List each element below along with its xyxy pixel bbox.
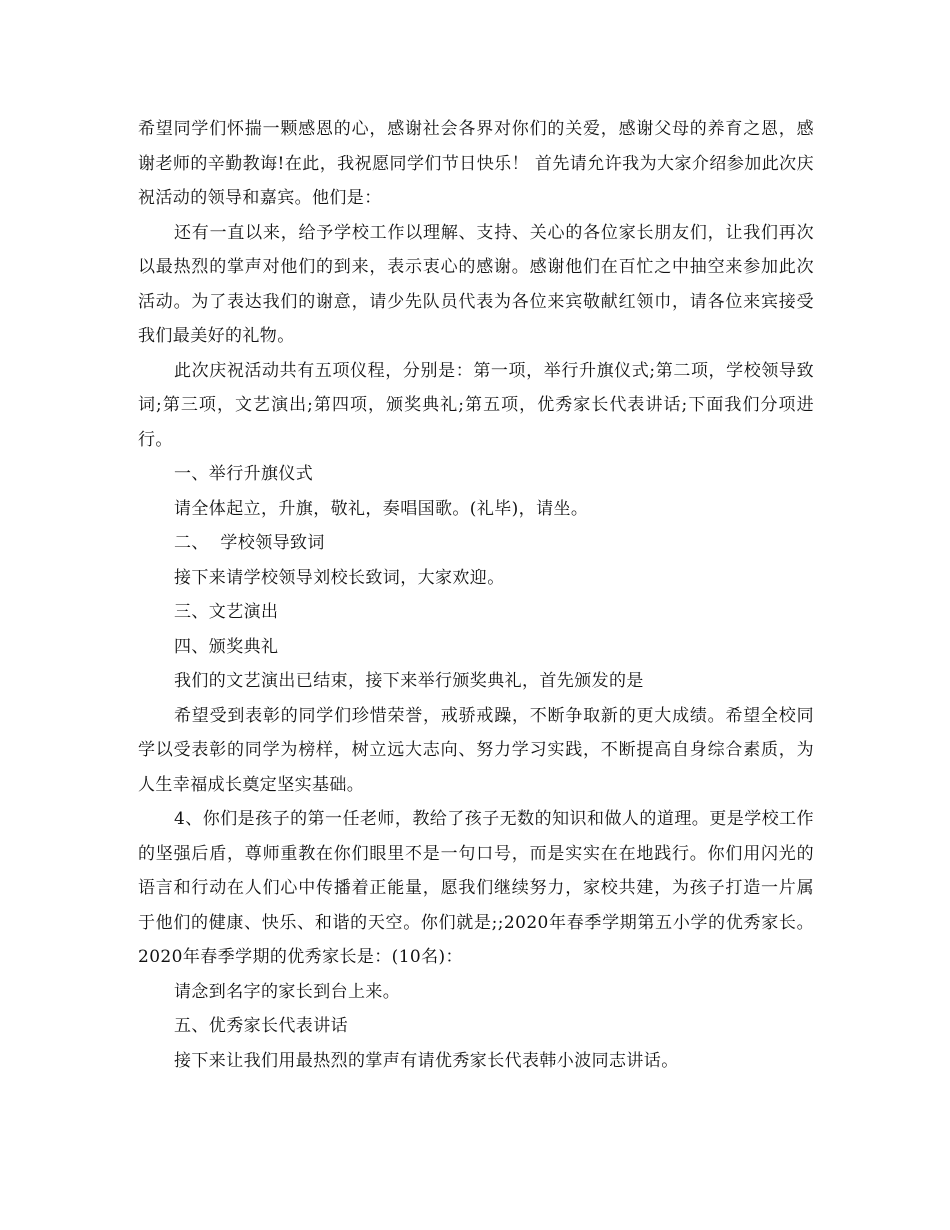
paragraph-3: 此次庆祝活动共有五项仪程，分别是：第一项，举行升旗仪式;第二项，学校领导致词;第三项，文艺演出;第四项，颁奖典礼;第五项，优秀家长代表讲话;下面我们分项进行。 [138, 360, 814, 450]
document-body [138, 112, 814, 1078]
paragraph-5: 接下来请学校领导刘校长致词，大家欢迎。 [174, 567, 505, 588]
section-heading-1: 一、举行升旗仪式 [174, 464, 314, 484]
paragraph-2: 还有一直以来，给予学校工作以理解、支持、关心的各位家长朋友们，让我们再次以最热烈的掌声对他们的到来，表示衷心的感谢。感谢他们在百忙之中抽空来参加此次活动。为了表达我们的谢意，请少先队员代表为各位来宾敬献红领巾，请各位来宾接受我们最美好的礼物。 [138, 222, 814, 346]
section-heading-5: 五、优秀家长代表讲话 [174, 1016, 348, 1036]
paragraph-7: 希望受到表彰的同学们珍惜荣誉，戒骄戒躁，不断争取新的更大成绩。希望全校同学以受表彰的同学为榜样，树立远大志向、努力学习实践，不断提高自身综合素质，为人生幸福成长奠定坚实基础。 [138, 705, 814, 795]
section-heading-2: 二、 学校领导致词 [174, 533, 325, 553]
paragraph-8: 4、你们是孩子的第一任老师，教给了孩子无数的知识和做人的道理。更是学校工作的坚强后盾，尊师重教在你们眼里不是一句口号，而是实实在在地践行。你们用闪光的语言和行动在人们心中传播着正能量，愿我们继续努力，家校共建，为孩子打造一片属于他们的健康、快乐、和谐的天空。你们就是;;2020年春季学期第五小学的优秀家长。2020年春季学期的优秀家长是：(10名)： [138, 809, 814, 967]
paragraph-9: 请念到名字的家长到台上来。 [174, 981, 401, 1002]
section-heading-4: 四、颁奖典礼 [174, 636, 279, 657]
paragraph-4: 请全体起立，升旗，敬礼，奏唱国歌。(礼毕)，请坐。 [174, 498, 589, 519]
paragraph-6: 我们的文艺演出已结束，接下来举行颁奖典礼，首先颁发的是 [174, 671, 644, 691]
paragraph-10: 接下来让我们用最热烈的掌声有请优秀家长代表韩小波同志讲话。 [174, 1050, 679, 1071]
paragraph-1: 希望同学们怀揣一颗感恩的心，感谢社会各界对你们的关爱，感谢父母的养育之恩，感谢老师的辛勤教诲!在此，我祝愿同学们节日快乐！ 首先请允许我为大家介绍参加此次庆祝活动的领导和嘉宾。他们是： [138, 119, 814, 208]
section-heading-3: 三、文艺演出 [174, 602, 279, 622]
